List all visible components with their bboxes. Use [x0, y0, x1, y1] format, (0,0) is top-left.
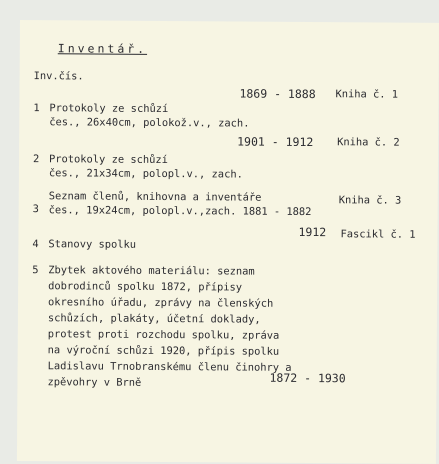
entry-years: 1901 - 1912: [237, 134, 314, 150]
entry-line: Seznam členů, knihovna a inventáře: [48, 190, 262, 204]
entry-line: Stanovy spolku: [48, 238, 137, 251]
entry-number: 1: [33, 102, 40, 115]
entry-line: okresního úřadu, zprávy na členských: [47, 296, 274, 310]
entry-number: 4: [32, 238, 39, 251]
entry-line: čes., 19x24cm, polopl.v.,zach. 1881 - 1882: [48, 204, 312, 219]
entry-line: zpěvohry v Brně: [47, 376, 142, 389]
entry-line: Ladislavu Trnobranskému členu činohry a: [47, 360, 292, 374]
entry-line: schůzích, plakáty, účetní doklady,: [47, 312, 261, 326]
entry-line: na výroční schůzi 1920, přípis spolku: [47, 344, 280, 358]
inventory-sheet: [17, 20, 439, 464]
entry-number: 5: [32, 264, 39, 277]
entry-years: 1912: [298, 224, 327, 240]
entry-line: dobrodinců spolku 1872, přípisy: [48, 280, 243, 294]
document-title: Inventář.: [57, 41, 148, 56]
column-header-inv-number: Inv.čís.: [33, 70, 84, 83]
entry-years: 1869 - 1888: [239, 86, 316, 102]
entry-shelfmark: Kniha č. 1: [335, 88, 399, 101]
entry-line: protest proti rozchodu spolku, zpráva: [47, 328, 280, 342]
entry-line: Protokoly ze schůzí: [48, 153, 168, 167]
entry-number: 3: [32, 203, 39, 216]
entry-shelfmark: Kniha č. 2: [337, 136, 400, 149]
entry-line: Zbytek aktového materiálu: seznam: [48, 264, 255, 278]
entry-shelfmark: Fascikl č. 1: [340, 228, 416, 241]
entry-shelfmark: Kniha č. 3: [338, 194, 402, 207]
entry-number: 2: [32, 153, 40, 166]
entry-years: 1872 - 1930: [269, 370, 346, 386]
entry-line: čes., 21x34cm, polopl.v., zach.: [48, 167, 243, 181]
entry-line: čes., 26x40cm, polokož.v., zach.: [49, 116, 250, 130]
entry-line: Protokoly ze schůzí: [49, 102, 169, 116]
